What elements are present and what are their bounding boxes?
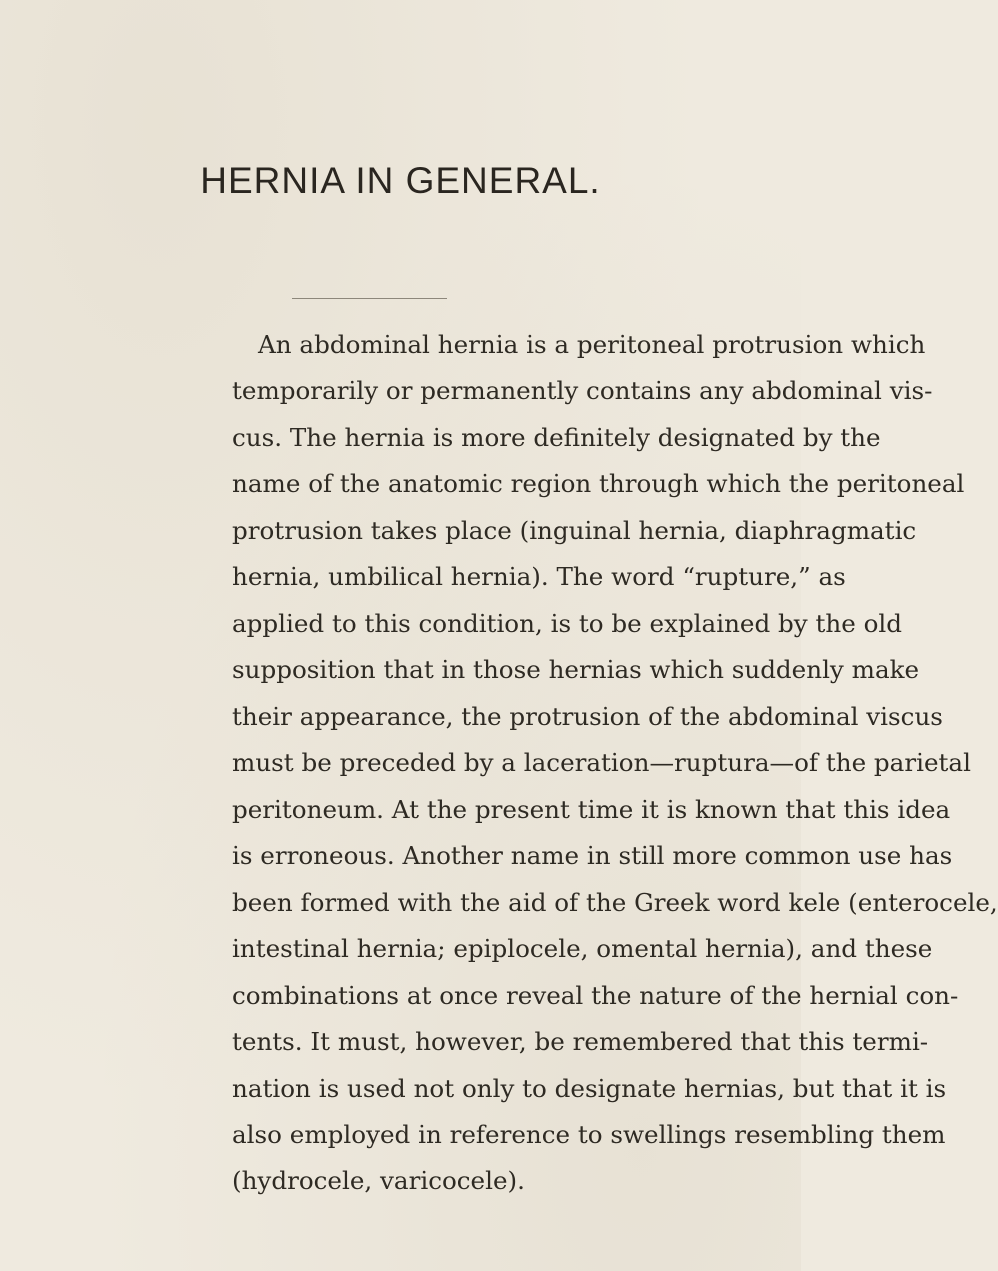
text-line: temporarily or permanently contains any abdominal vis-	[232, 376, 933, 405]
text-line: applied to this condition, is to be explained by the old	[232, 609, 902, 638]
text-line: been formed with the aid of the Greek word kele (enterocele,	[232, 888, 998, 917]
text-line: must be preceded by a laceration—ruptura—of the parietal	[232, 748, 971, 777]
text-line: supposition that in those hernias which suddenly make	[232, 655, 920, 684]
text-line: combinations at once reveal the nature of the hernial con-	[232, 981, 959, 1010]
text-line: intestinal hernia; epiplocele, omental hernia), and these	[232, 934, 933, 963]
text-line: cus. The hernia is more definitely designated by the	[232, 423, 881, 452]
text-line: peritoneum. At the present time it is known that this idea	[232, 795, 951, 824]
text-line: protrusion takes place (inguinal hernia, diaphragmatic	[232, 516, 917, 545]
text-line: nation is used not only to designate hernias, but that it is	[232, 1074, 947, 1103]
text-line: hernia, umbilical hernia). The word “rupture,” as	[232, 562, 846, 591]
text-line: name of the anatomic region through which the peritoneal	[232, 469, 965, 498]
chapter-title: HERNIA IN GENERAL.	[200, 160, 601, 201]
text-line: (hydrocele, varicocele).	[232, 1166, 525, 1195]
title-rule	[292, 298, 447, 299]
text-line: tents. It must, however, be remembered that this termi-	[232, 1027, 929, 1056]
text-line: their appearance, the protrusion of the abdominal viscus	[232, 702, 943, 731]
text-line: is erroneous. Another name in still more common use has	[232, 841, 953, 870]
text-line: An abdominal hernia is a peritoneal protrusion which	[258, 330, 926, 359]
text-line: also employed in reference to swellings resembling them	[232, 1120, 946, 1149]
